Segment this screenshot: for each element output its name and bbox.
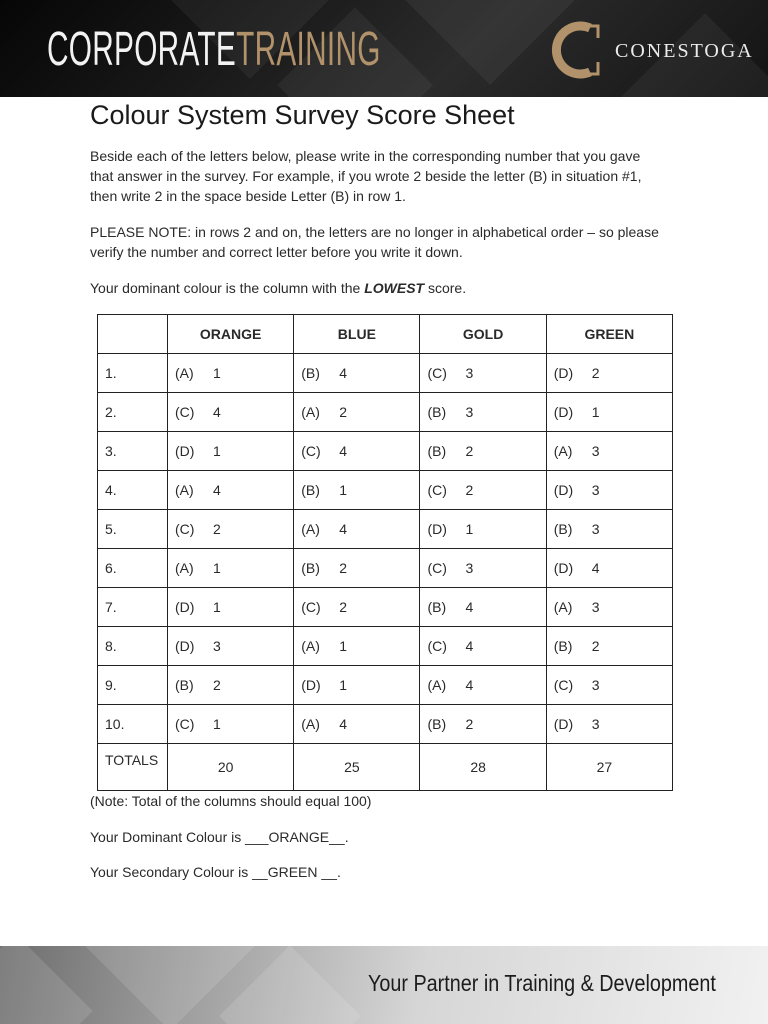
answer-letter: (C) — [427, 560, 447, 576]
answer-score: 1 — [213, 599, 221, 615]
score-cell — [168, 471, 294, 510]
answer-score: 1 — [591, 404, 600, 420]
totals-label: TOTALS — [105, 752, 159, 768]
answer-score: 2 — [339, 560, 348, 576]
dominant-rule-before: Your dominant colour is the column with the — [90, 280, 365, 296]
answer-letter: (D) — [553, 482, 574, 498]
answer-letter: (D) — [553, 716, 574, 732]
column-header-orange: ORANGE — [168, 315, 294, 354]
answer-letter: (A) — [301, 716, 320, 732]
intro-paragraph: Beside each of the letters below, please write in the corresponding number that you gave that answer in the survey. For example, if you wrote 2 beside the letter (B) in situation #1, then write 2 in the space beside Letter (B) in row 1. — [90, 148, 642, 204]
answer-letter: (A) — [553, 599, 573, 615]
total-blue: 25 — [294, 744, 420, 791]
score-cell — [294, 510, 420, 549]
answer-letter: (B) — [553, 521, 573, 537]
answer-letter: (D) — [175, 638, 195, 654]
answer-score: 1 — [339, 482, 348, 498]
answer-score: 3 — [465, 560, 474, 576]
answer-letter: (B) — [301, 365, 320, 381]
answer-score: 2 — [465, 716, 474, 732]
score-cell — [168, 549, 294, 588]
answer-score: 3 — [591, 443, 600, 459]
answer-score: 3 — [465, 404, 474, 420]
answer-letter: (A) — [175, 482, 194, 498]
column-header-green: GREEN — [546, 315, 672, 354]
score-cell — [168, 510, 294, 549]
answer-letter: (C) — [301, 599, 321, 615]
dominant-colour-line: Your Dominant Colour is ___ORANGE__. — [90, 829, 349, 845]
totals-row — [98, 744, 673, 791]
table-header-row — [98, 315, 673, 354]
answer-score: 1 — [213, 443, 221, 459]
score-cell — [168, 705, 294, 744]
conestoga-wordmark: CONESTOGA — [615, 40, 754, 62]
answer-letter: (A) — [175, 365, 194, 381]
table-body — [98, 354, 673, 744]
score-cell — [420, 354, 546, 393]
answer-score: 2 — [465, 443, 474, 459]
table-row — [98, 393, 673, 432]
row-number: 2. — [98, 393, 168, 432]
answer-letter: (B) — [175, 677, 194, 693]
row-number: 8. — [98, 627, 168, 666]
score-cell — [168, 432, 294, 471]
answer-letter: (A) — [175, 560, 194, 576]
score-cell — [420, 471, 546, 510]
answer-letter: (B) — [427, 716, 447, 732]
brand-title — [47, 22, 381, 78]
total-note: (Note: Total of the columns should equal 100) — [90, 793, 372, 809]
answer-score: 2 — [339, 599, 348, 615]
score-cell — [546, 510, 672, 549]
score-cell — [546, 549, 672, 588]
answer-score: 3 — [591, 521, 600, 537]
total-orange: 20 — [168, 744, 294, 791]
score-cell — [420, 432, 546, 471]
score-cell — [294, 666, 420, 705]
answer-score: 4 — [465, 599, 474, 615]
score-cell — [546, 393, 672, 432]
answer-letter: (B) — [553, 638, 573, 654]
score-cell — [294, 549, 420, 588]
row-number: 7. — [98, 588, 168, 627]
answer-score: 4 — [213, 404, 221, 420]
score-cell — [168, 666, 294, 705]
dominant-rule-emphasis: LOWEST — [364, 280, 425, 296]
score-cell — [294, 627, 420, 666]
answer-letter: (C) — [175, 521, 195, 537]
answer-letter: (A) — [553, 443, 573, 459]
answer-score: 4 — [339, 365, 348, 381]
row-number: 1. — [98, 354, 168, 393]
table-row — [98, 588, 673, 627]
score-cell — [420, 627, 546, 666]
column-header-blue: BLUE — [294, 315, 420, 354]
answer-letter: (A) — [301, 638, 320, 654]
total-green: 27 — [546, 744, 672, 791]
answer-letter: (B) — [427, 404, 447, 420]
row-number: 9. — [98, 666, 168, 705]
score-cell — [294, 393, 420, 432]
answer-score: 4 — [339, 521, 348, 537]
answer-score: 4 — [339, 443, 348, 459]
row-number: 6. — [98, 549, 168, 588]
answer-score: 4 — [213, 482, 221, 498]
score-cell — [420, 510, 546, 549]
score-cell — [546, 588, 672, 627]
answer-letter: (C) — [301, 443, 321, 459]
answer-letter: (C) — [553, 677, 574, 693]
score-cell — [420, 393, 546, 432]
score-cell — [294, 588, 420, 627]
answer-letter: (B) — [301, 482, 320, 498]
score-cell — [168, 393, 294, 432]
answer-letter: (D) — [427, 521, 447, 537]
answer-score: 1 — [339, 677, 348, 693]
answer-score: 2 — [213, 521, 221, 537]
answer-score: 1 — [213, 365, 221, 381]
answer-score: 1 — [339, 638, 348, 654]
footer-tagline: Your Partner in Training & Development — [368, 970, 716, 996]
answer-score: 3 — [591, 482, 600, 498]
secondary-colour-line: Your Secondary Colour is __GREEN __. — [90, 864, 341, 880]
row-number: 3. — [98, 432, 168, 471]
table-row — [98, 510, 673, 549]
answer-score: 2 — [465, 482, 474, 498]
answer-letter: (B) — [427, 443, 447, 459]
score-cell — [546, 666, 672, 705]
table-row — [98, 549, 673, 588]
answer-letter: (C) — [427, 365, 447, 381]
table-row — [98, 627, 673, 666]
score-cell — [420, 549, 546, 588]
score-cell — [294, 432, 420, 471]
answer-score: 1 — [465, 521, 474, 537]
total-gold: 28 — [420, 744, 546, 791]
brand-word-training: TRAINING — [236, 23, 381, 76]
answer-letter: (C) — [175, 716, 195, 732]
answer-letter: (D) — [175, 599, 195, 615]
table-row — [98, 666, 673, 705]
answer-letter: (A) — [427, 677, 447, 693]
score-cell — [294, 705, 420, 744]
score-cell — [546, 705, 672, 744]
answer-score: 2 — [591, 638, 600, 654]
answer-letter: (D) — [553, 404, 574, 420]
table-row — [98, 471, 673, 510]
answer-score: 2 — [339, 404, 348, 420]
answer-score: 3 — [591, 599, 600, 615]
answer-score: 4 — [339, 716, 348, 732]
answer-letter: (A) — [301, 521, 320, 537]
answer-letter: (B) — [301, 560, 320, 576]
answer-score: 3 — [213, 638, 221, 654]
score-cell — [546, 627, 672, 666]
score-cell — [420, 588, 546, 627]
answer-letter: (B) — [427, 599, 447, 615]
answer-score: 4 — [591, 560, 600, 576]
answer-letter: (C) — [427, 638, 447, 654]
answer-score: 4 — [465, 677, 474, 693]
row-number: 5. — [98, 510, 168, 549]
answer-letter: (D) — [175, 443, 195, 459]
answer-letter: (C) — [175, 404, 195, 420]
answer-score: 1 — [213, 716, 221, 732]
conestoga-logo-icon — [546, 20, 600, 80]
column-header-gold: GOLD — [420, 315, 546, 354]
score-cell — [546, 432, 672, 471]
score-cell — [168, 627, 294, 666]
answer-score: 3 — [591, 716, 600, 732]
document-body — [90, 96, 690, 296]
score-cell — [420, 705, 546, 744]
answer-letter: (D) — [553, 560, 574, 576]
answer-score: 1 — [213, 560, 221, 576]
answer-score: 2 — [591, 365, 600, 381]
answer-letter: (C) — [427, 482, 447, 498]
page-title: Colour System Survey Score Sheet — [90, 100, 515, 130]
answer-score: 4 — [465, 638, 474, 654]
note-paragraph: PLEASE NOTE: in rows 2 and on, the letters are no longer in alphabetical order – so please verify the number and correct letter before you write it down. — [90, 224, 659, 260]
score-cell — [420, 666, 546, 705]
answer-letter: (D) — [301, 677, 321, 693]
score-cell — [294, 354, 420, 393]
totals-label-cell — [98, 744, 168, 791]
answer-letter: (A) — [301, 404, 320, 420]
score-cell — [168, 588, 294, 627]
row-number: 4. — [98, 471, 168, 510]
header-banner — [0, 0, 768, 97]
score-cell — [546, 471, 672, 510]
table-header-blank — [98, 315, 168, 354]
answer-score: 3 — [465, 365, 474, 381]
score-cell — [294, 471, 420, 510]
footer-banner — [0, 946, 768, 1024]
answer-score: 3 — [591, 677, 600, 693]
dominant-rule-paragraph — [90, 278, 466, 298]
table-row — [98, 705, 673, 744]
brand-word-corporate: CORPORATE — [47, 23, 237, 76]
table-row — [98, 354, 673, 393]
score-cell — [546, 354, 672, 393]
row-number: 10. — [98, 705, 168, 744]
score-cell — [168, 354, 294, 393]
answer-letter: (D) — [553, 365, 574, 381]
score-table — [97, 314, 673, 791]
dominant-rule-after: score. — [424, 280, 467, 296]
table-row — [98, 432, 673, 471]
answer-score: 2 — [213, 677, 221, 693]
